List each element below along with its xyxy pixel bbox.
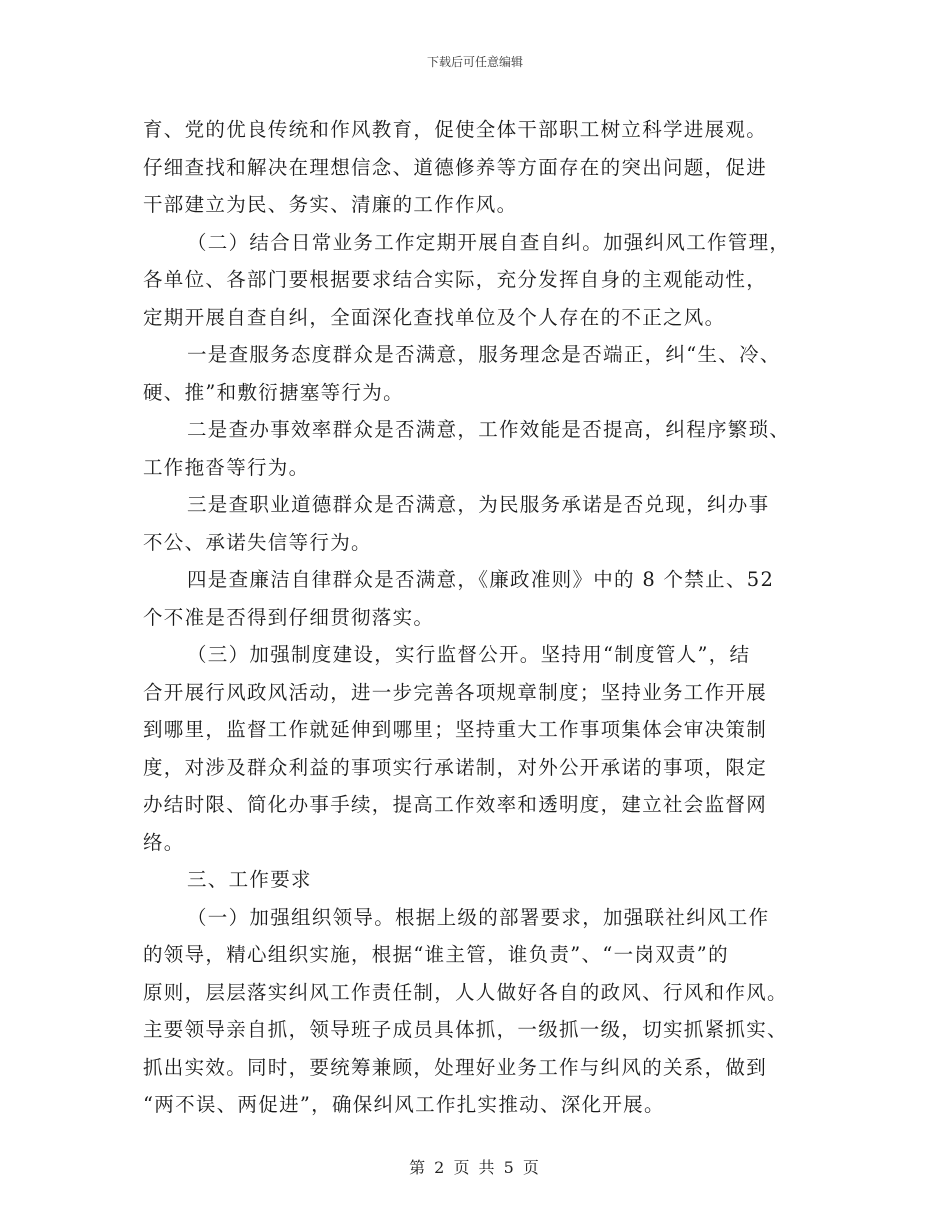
text-line: （一）加强组织领导。根据上级的部署要求，加强联社纠风工作 <box>187 905 770 929</box>
text-line: 原则，层层落实纠风工作责任制，人人做好各自的政风、行风和作风。 <box>143 980 788 1004</box>
text-line: 育、党的优良传统和作风教育，促使全体干部职工树立科学进展观。 <box>143 118 768 141</box>
text-line: 硬、推”和敷衍搪塞等行为。 <box>143 380 404 404</box>
text-line: 的领导，精心组织实施，根据“谁主管，谁负责”、“一岗双责”的 <box>143 943 729 966</box>
text-line: 办结时限、简化办事手续，提高工作效率和透明度，建立社会监督网 <box>143 793 768 816</box>
text-line: “两不误、两促进”，确保纠风工作扎实推动、深化开展。 <box>143 1093 665 1116</box>
text-line: 仔细查找和解决在理想信念、道德修养等方面存在的突出问题，促进 <box>143 155 768 179</box>
text-line: 到哪里，监督工作就延伸到哪里；坚持重大工作事项集体会审决策制 <box>143 718 768 741</box>
text-line: 主要领导亲自抓，领导班子成员具体抓，一级抓一级，切实抓紧抓实、 <box>143 1018 788 1041</box>
text-line: 二是查办事效率群众是否满意，工作效能是否提高，纠程序繁琐、 <box>187 418 791 441</box>
text-line: 度，对涉及群众利益的事项实行承诺制，对外公开承诺的事项，限定 <box>143 755 768 779</box>
text-line: （二）结合日常业务工作定期开展自查自纠。加强纠风工作管理， <box>187 230 791 254</box>
text-line: 合开展行风政风活动，进一步完善各项规章制度；坚持业务工作开展 <box>143 680 768 704</box>
text-line: 定期开展自查自纠，全面深化查找单位及个人存在的不正之风。 <box>143 305 726 329</box>
text-line: 抓出实效。同时，要统筹兼顾，处理好业务工作与纠风的关系，做到 <box>143 1055 768 1079</box>
text-line: 个不准是否得到仔细贯彻落实。 <box>143 605 435 629</box>
page-header: 下载后可任意编辑 <box>426 55 523 69</box>
text-line: 干部建立为民、务实、清廉的工作作风。 <box>143 193 518 216</box>
text-line: 工作拖沓等行为。 <box>143 455 310 479</box>
page-footer: 第 2 页 共 5 页 <box>409 1158 541 1177</box>
text-line: 一是查服务态度群众是否满意，服务理念是否端正，纠“生、冷、 <box>187 343 781 366</box>
text-line: 不公、承诺失信等行为。 <box>143 530 372 554</box>
text-line: （三）加强制度建设，实行监督公开。坚持用“制度管人”，结 <box>187 643 751 666</box>
document-body <box>143 111 813 1124</box>
text-line: 三、工作要求 <box>187 868 312 891</box>
text-line: 三是查职业道德群众是否满意，为民服务承诺是否兑现，纠办事 <box>187 493 770 516</box>
text-line: 四是查廉洁自律群众是否满意，《廉政准则》中的 8 个禁止、52 <box>187 568 775 591</box>
text-line: 各单位、各部门要根据要求结合实际，充分发挥自身的主观能动性， <box>143 268 768 291</box>
text-line: 络。 <box>143 830 185 854</box>
